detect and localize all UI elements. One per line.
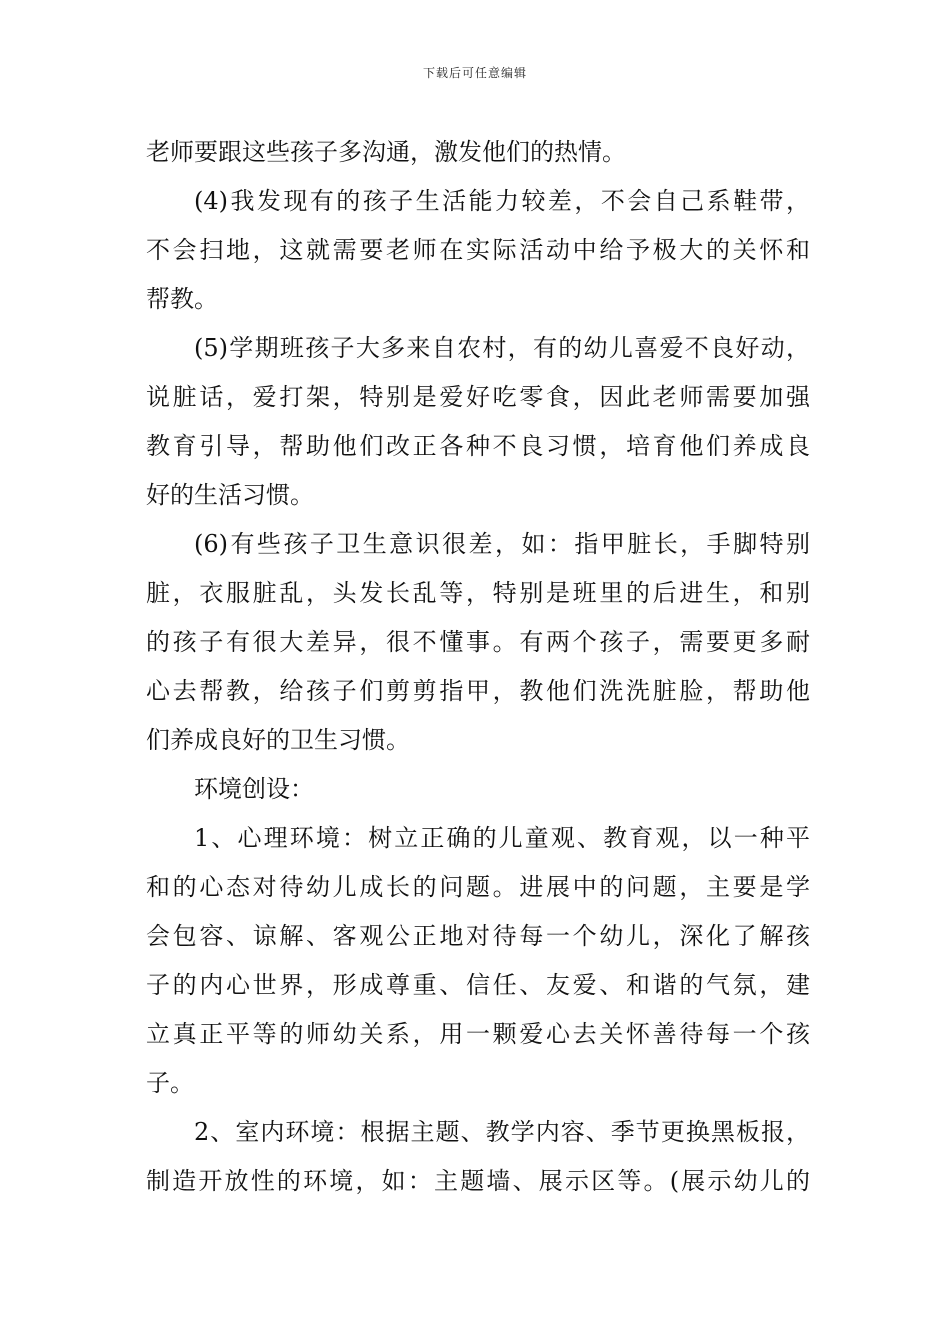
text-line: 制造开放性的环境，如：主题墙、展示区等。(展示幼儿的 <box>146 1167 810 1195</box>
paragraph-continuation <box>146 128 810 177</box>
text-line: 不会扫地，这就需要老师在实际活动中给予极大的关怀和 <box>146 236 810 264</box>
text-line: 好的生活习惯。 <box>146 481 314 509</box>
text-line: (4)我发现有的孩子生活能力较差，不会自己系鞋带， <box>194 187 810 215</box>
paragraph-indoor-environment <box>146 1108 810 1206</box>
paragraph-item-5 <box>146 324 810 520</box>
text-line: 的孩子有很大差异，很不懂事。有两个孩子，需要更多耐 <box>146 628 810 656</box>
section-heading-environment <box>146 765 810 814</box>
text-line: 帮教。 <box>146 285 218 313</box>
text-line: 立真正平等的师幼关系，用一颗爱心去关怀善待每一个孩 <box>146 1020 810 1048</box>
text-line: 和的心态对待幼儿成长的问题。进展中的问题，主要是学 <box>146 873 810 901</box>
text-line: 子的内心世界，形成尊重、信任、友爱、和谐的气氛，建 <box>146 971 810 999</box>
text-line: 会包容、谅解、客观公正地对待每一个幼儿，深化了解孩 <box>146 922 810 950</box>
page-header-note: 下载后可任意编辑 <box>422 66 527 80</box>
text-line: 2、室内环境：根据主题、教学内容、季节更换黑板报， <box>194 1118 810 1146</box>
section-heading: 环境创设： <box>194 775 314 803</box>
text-line: 们养成良好的卫生习惯。 <box>146 726 410 754</box>
text-line: (5)学期班孩子大多来自农村，有的幼儿喜爱不良好动， <box>194 334 810 362</box>
text-line: 1、心理环境：树立正确的儿童观、教育观，以一种平 <box>194 824 810 852</box>
text-line: 说脏话，爱打架，特别是爱好吃零食，因此老师需要加强 <box>146 383 810 411</box>
text-line: 子。 <box>146 1069 194 1097</box>
text-line: 教育引导，帮助他们改正各种不良习惯，培育他们养成良 <box>146 432 810 460</box>
text-line: 老师要跟这些孩子多沟通，激发他们的热情。 <box>146 138 626 166</box>
document-body <box>146 128 810 1206</box>
paragraph-item-4 <box>146 177 810 324</box>
text-line: 脏，衣服脏乱，头发长乱等，特别是班里的后进生，和别 <box>146 579 810 607</box>
paragraph-item-6 <box>146 520 810 765</box>
text-line: 心去帮教，给孩子们剪剪指甲，教他们洗洗脏脸，帮助他 <box>146 677 810 705</box>
text-line: (6)有些孩子卫生意识很差，如：指甲脏长，手脚特别 <box>194 530 810 558</box>
paragraph-psychological-environment <box>146 814 810 1108</box>
